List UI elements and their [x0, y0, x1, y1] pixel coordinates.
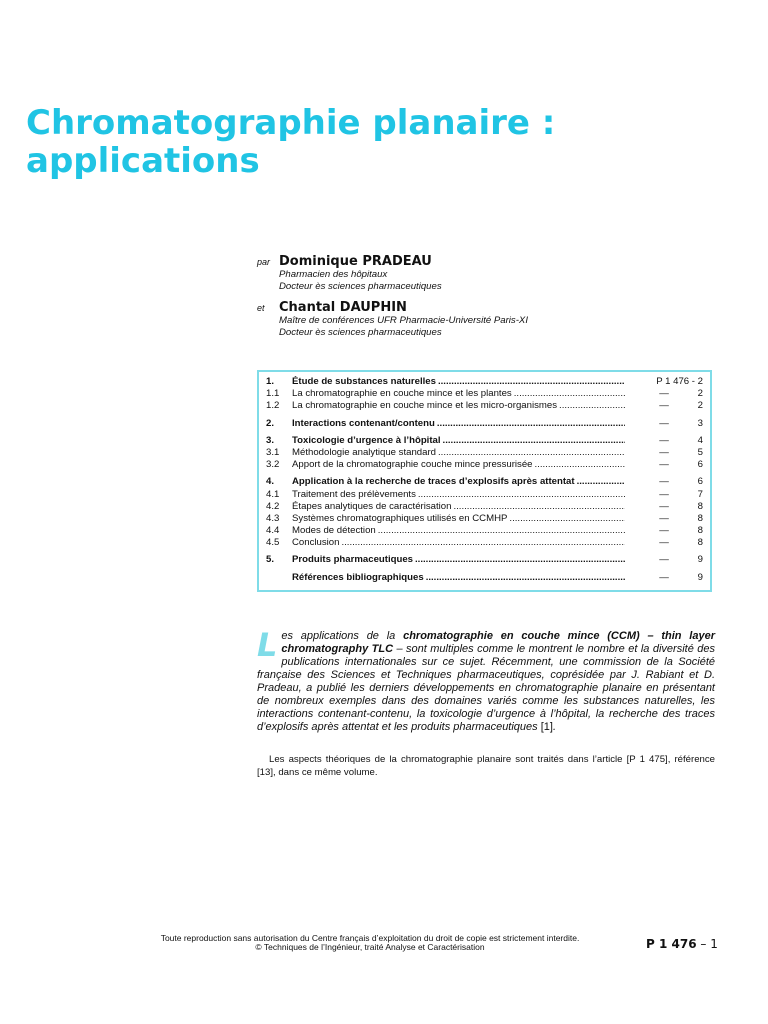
- toc-label: [292, 572, 627, 583]
- toc-section-ref: —: [659, 571, 669, 583]
- toc-entry[interactable]: [259, 388, 710, 400]
- reference-link[interactable]: [13]: [257, 767, 274, 778]
- toc-section-ref: —: [659, 512, 669, 524]
- toc-section-ref: —: [659, 417, 669, 429]
- toc-entry[interactable]: [259, 513, 710, 525]
- author-name: Dominique PRADEAU: [279, 254, 432, 269]
- toc-section-ref: —: [659, 459, 669, 471]
- toc-label-text: La chromatographie en couche mince et les plantes: [292, 388, 512, 400]
- toc-leader-dots: [378, 525, 625, 536]
- author-prefix: par: [257, 257, 271, 267]
- author-prefix: et: [257, 303, 265, 313]
- toc-entry[interactable]: [259, 489, 710, 501]
- toc-number: 3.2: [266, 459, 280, 471]
- toc-label-text: Conclusion: [292, 537, 340, 549]
- toc-page: 6: [697, 459, 703, 471]
- toc-label: [292, 489, 627, 500]
- copyright-footer: [110, 934, 630, 952]
- toc-page: 6: [697, 476, 703, 488]
- author-title: Pharmacien des hôpitaux: [279, 269, 388, 280]
- toc-label: [292, 447, 627, 458]
- toc-label: [292, 388, 627, 399]
- toc-leader-dots: [415, 554, 625, 565]
- toc-number: 3.: [266, 434, 275, 446]
- author-name: Chantal DAUPHIN: [279, 300, 407, 315]
- toc-leader-dots: [535, 459, 625, 470]
- toc-number: 2.: [266, 417, 275, 429]
- author-1: [257, 254, 727, 293]
- intro-text: es applications de la: [281, 630, 404, 642]
- theory-paragraph: [257, 753, 715, 779]
- toc-leader-dots: [438, 447, 625, 458]
- toc-page: 8: [697, 500, 703, 512]
- toc-label-text: Toxicologie d’urgence à l’hôpital: [292, 434, 441, 446]
- toc-number: 5.: [266, 554, 275, 566]
- toc-label-text: Interactions contenant/contenu: [292, 417, 435, 429]
- toc-section-ref: —: [659, 476, 669, 488]
- toc-label: [292, 554, 627, 565]
- toc-entry[interactable]: [259, 554, 710, 566]
- toc-section-ref: —: [659, 500, 669, 512]
- toc-page: 8: [697, 525, 703, 537]
- toc-label-text: Systèmes chromatographiques utilisés en CCMHP: [292, 512, 508, 524]
- footer-line: Toute reproduction sans autorisation du Centre français d’exploitation du droit de copie est strictement interdite.: [160, 933, 580, 943]
- toc-label-text: Étude de substances naturelles: [292, 376, 436, 387]
- toc-page: 2: [697, 388, 703, 400]
- toc-label-text: Modes de détection: [292, 525, 376, 537]
- toc-leader-dots: [418, 489, 625, 500]
- toc-section-ref: —: [659, 434, 669, 446]
- toc-label-text: La chromatographie en couche mince et les micro-organismes: [292, 400, 558, 412]
- toc-label: [292, 513, 627, 524]
- toc-leader-dots: [509, 513, 625, 524]
- toc-label: [292, 418, 627, 429]
- toc-number: 1.: [266, 376, 275, 387]
- toc-leader-dots: [514, 388, 625, 399]
- toc-number: 4.1: [266, 488, 280, 500]
- toc-page: 8: [697, 537, 703, 549]
- toc-label: [292, 476, 627, 487]
- toc-leader-dots: [426, 572, 625, 583]
- toc-label: [292, 376, 627, 387]
- title-line-2: applications: [26, 141, 260, 181]
- title-line-1: Chromatographie planaire :: [26, 103, 556, 143]
- toc-entry[interactable]: [259, 459, 710, 471]
- toc-label: [292, 525, 627, 536]
- toc-section-ref: —: [659, 537, 669, 549]
- toc-label-text: Traitement des prélèvements: [292, 488, 416, 500]
- author-title: Docteur ès sciences pharmaceutiques: [279, 281, 442, 292]
- intro-text: .: [552, 721, 557, 733]
- toc-page: 3: [697, 417, 703, 429]
- toc-section-ref: —: [659, 554, 669, 566]
- toc-number: 4.4: [266, 525, 280, 537]
- toc-section-ref: —: [659, 525, 669, 537]
- toc-leader-dots: [559, 400, 625, 411]
- toc-entry[interactable]: [259, 418, 710, 430]
- intro-text: – sont multiples comme le montrent le nombre et la diversité des publications internationales sur ce sujet. Récemment, une commission de la Société française des Sciences et Techniques pharmaceutiques, coprésidée par J. Rabiant et D. Pradeau, a publié les derniers développements en chromatographie planaire en présentant de nombreux exemples dans des domaines variés comme les substances naturelles, les interactions contenant-contenu, la toxicologie d’urgence à l’hôpital, la recherche des traces d’explosifs après attentat et les produits pharmaceutiques: [257, 643, 715, 733]
- toc-number: 4.: [266, 476, 275, 488]
- toc-label-text: Références bibliographiques: [292, 571, 424, 583]
- intro-bold-term: chromatographie en couche mince (CCM) – thin layer chromatography TLC: [281, 630, 715, 655]
- toc-entry[interactable]: [259, 447, 710, 459]
- toc-label: [292, 537, 627, 548]
- toc-page: 5: [697, 446, 703, 458]
- toc-label-text: Produits pharmaceutiques: [292, 554, 414, 566]
- toc-section-ref: —: [659, 388, 669, 400]
- toc-leader-dots: [577, 476, 625, 487]
- toc-entry[interactable]: [259, 476, 710, 488]
- toc-section-ref: —: [659, 400, 669, 412]
- page-sep: –: [696, 937, 711, 951]
- toc-label-text: Méthodologie analytique standard: [292, 446, 437, 458]
- toc-section-ref: —: [659, 488, 669, 500]
- footer-line: © Techniques de l’Ingénieur, traité Analyse et Caractérisation: [255, 942, 485, 952]
- toc-entry[interactable]: [259, 572, 710, 584]
- toc-label-text: Application à la recherche de traces d’explosifs après attentat: [292, 476, 575, 488]
- drop-cap: L: [257, 626, 278, 664]
- reference-link[interactable]: [1]: [540, 721, 553, 733]
- paragraph-text: , dans ce même volume.: [273, 767, 378, 778]
- toc-page: 8: [697, 512, 703, 524]
- toc-page: 9: [697, 571, 703, 583]
- toc-leader-dots: [453, 501, 625, 512]
- page-num: 1: [710, 937, 718, 951]
- toc-leader-dots: [443, 435, 625, 446]
- page-ref: P 1 476: [646, 937, 697, 951]
- toc-entry[interactable]: [259, 537, 710, 549]
- toc-number: 4.3: [266, 512, 280, 524]
- toc-page: 7: [697, 488, 703, 500]
- toc-label: [292, 435, 627, 446]
- toc-label-text: Étapes analytiques de caractérisation: [292, 500, 452, 512]
- toc-entry[interactable]: [259, 525, 710, 537]
- toc-entry[interactable]: [259, 501, 710, 513]
- page-number: [646, 937, 718, 951]
- toc-number: 1.2: [266, 400, 280, 412]
- article-title: [26, 104, 555, 180]
- table-of-contents: [257, 370, 712, 592]
- toc-number: 1.1: [266, 388, 280, 400]
- toc-section-ref: —: [659, 446, 669, 458]
- toc-label-text: Apport de la chromatographie couche mince pressurisée: [292, 459, 533, 471]
- toc-number: 4.2: [266, 500, 280, 512]
- author-title: Maître de conférences UFR Pharmacie-Université Paris-XI: [279, 315, 528, 326]
- toc-label: [292, 459, 627, 470]
- toc-page: 4: [697, 434, 703, 446]
- toc-number: 3.1: [266, 446, 280, 458]
- author-2: [257, 300, 727, 339]
- toc-entry[interactable]: [259, 400, 710, 412]
- intro-paragraph: [257, 626, 715, 734]
- toc-entry[interactable]: [259, 435, 710, 447]
- toc-page: 9: [697, 554, 703, 566]
- toc-number: 4.5: [266, 537, 280, 549]
- toc-label: [292, 501, 627, 512]
- toc-entry[interactable]: [259, 376, 710, 388]
- toc-leader-dots: [438, 376, 625, 387]
- author-title: Docteur ès sciences pharmaceutiques: [279, 327, 442, 338]
- toc-leader-dots: [341, 537, 625, 548]
- toc-page: 2: [697, 400, 703, 412]
- toc-page-ref: P 1 476 - 2: [656, 376, 703, 387]
- authors-block: [257, 254, 727, 339]
- toc-label: [292, 400, 627, 411]
- toc-leader-dots: [437, 418, 625, 429]
- paragraph-text: Les aspects théoriques de la chromatographie planaire sont traités dans l’article [P 1 475], référence: [269, 754, 715, 765]
